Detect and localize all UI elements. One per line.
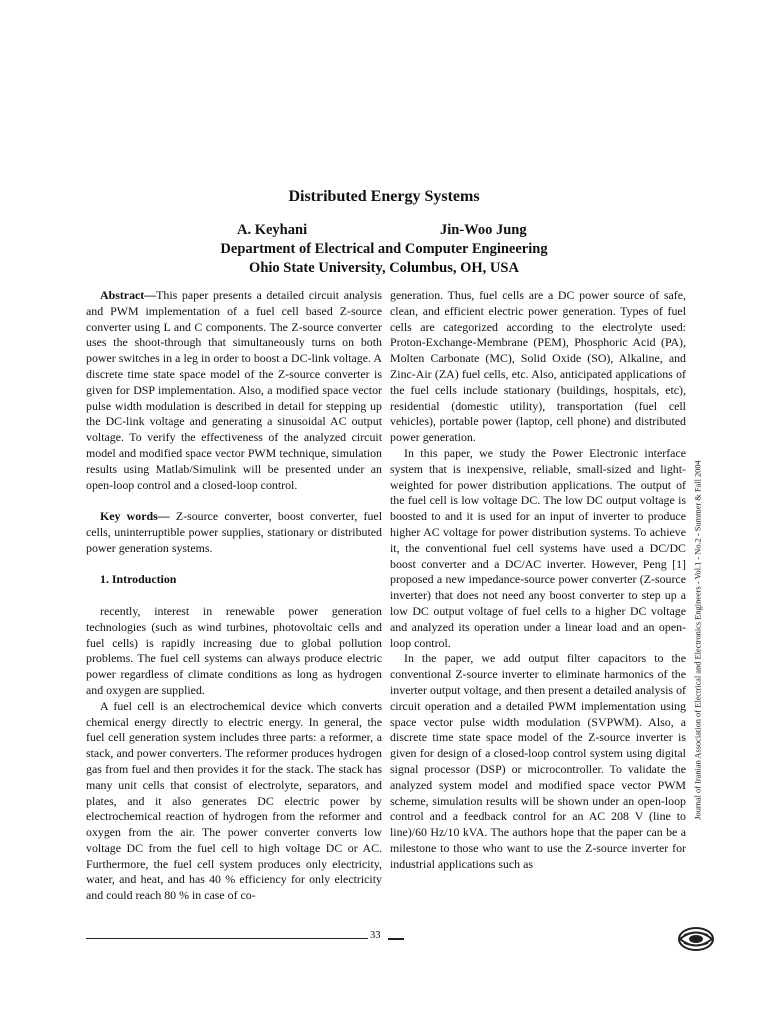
paper-title: Distributed Energy Systems: [288, 188, 480, 205]
body-paragraph: In this paper, we study the Power Electronic interface system that is inexpensive, reliable, small-sized and light-weighted for power distribution applications. The output of the fuel cell is low voltage DC. The low DC output voltage is boosted to and it is used for an input of inverter to produce higher AC voltage for power distribution systems. To achieve it, the conventional fuel cell systems have used a DC/DC boost converter and a DC/AC inverter. However, Peng [1] proposed a new impedance-source power converter (Z-source inverter) that does not need any boost converter to step up a low DC output voltage of fuel cells to a higher DC voltage and analyzed its operation under a linear load and an open-loop control.: [390, 445, 686, 650]
author-name: Jin-Woo Jung: [440, 222, 527, 238]
author-name: A. Keyhani: [237, 222, 308, 238]
journal-logo-icon: [676, 924, 716, 954]
keywords-label: Key words—: [100, 509, 170, 524]
keywords-text: Z-source converter, boost converter, fuel cells, uninterruptible power supplies, stationary or distributed power generation systems.: [86, 509, 382, 555]
section-heading-introduction: 1. Introduction: [100, 572, 177, 587]
body-paragraph: recently, interest in renewable power generation technologies (such as wind turbines, photovoltaic cells and fuel cells) is rapidly increasing due to global pollution problems. The fuel cell systems can always produce electric power regardless of climate conditions as long as hydrogen and oxygen are supplied.: [86, 603, 382, 697]
body-paragraph: generation. Thus, fuel cells are a DC power source of safe, clean, and efficient electric power generation. Types of fuel cells are categorized according to the electrolyte used: Proton-Exchange-Membrane (PEM), Phosphoric Acid (PA), Molten Carbonate (MC), Solid Oxide (SO), Alkaline, and Zinc-Air (ZA) fuel cells, etc. Also, anticipated applications of the fuel cells include stationary (buildings, hospitals, etc), residential (domestic utility), transportation (fuel cell vehicles), portable power (laptop, cell phone) and distributed power generation.: [390, 288, 686, 445]
keywords-paragraph: [86, 509, 382, 556]
footer-rule: [86, 938, 368, 939]
affiliation-department: Department of Electrical and Computer Engineering: [220, 241, 548, 257]
right-column: [390, 288, 686, 872]
abstract-text: This paper presents a detailed circuit analysis and PWM implementation of a fuel cell based Z-source converter using L and C components. The Z-source converter uses the shoot-through that simultaneously turns on both power switches in a leg in order to boost a DC-link voltage. A discrete time state space model of the Z-source converter is given for DSP implementation. Also, a modified space vector pulse width modulation is described in detail for stepping up the DC-link voltage and generating a sinusoidal AC output voltage. To verify the effectiveness of the analyzed circuit model and modified space vector PWM technique, simulation results using Matlab/Simulink will be presented under an open-loop control and a closed-loop control.: [86, 288, 382, 492]
body-paragraph: A fuel cell is an electrochemical device which converts chemical energy directly to electric energy. In general, the fuel cell generation system includes three parts: a reformer, a stack, and power converters. The reformer produces hydrogen gas from fuel and then provides it for the stack. The stack has many unit cells that consist of electrolyte, separators, and plates, and it also generates DC electric power by electrochemical reaction of hydrogen from the reformer and oxygen from the air. The power converter converts low voltage DC from the fuel cell to high voltage DC or AC. Furthermore, the fuel cell system produces only electricity, water, and heat, and has 40 % efficiency for only electricity and could reach 80 % in case of co-: [86, 698, 382, 903]
abstract-paragraph: [86, 288, 382, 493]
page-number: 33: [370, 930, 381, 941]
footer-rule: [388, 938, 404, 940]
affiliation-university: Ohio State University, Columbus, OH, USA: [249, 260, 519, 276]
author-line: [0, 222, 768, 242]
journal-citation: Journal of Iranian Association of Electrical and Electronics Engineers - Vol.1 - No.2 - Summer & Fall 2004: [693, 460, 703, 820]
abstract-label: Abstract—: [100, 288, 157, 302]
journal-sidebar: [688, 430, 708, 850]
left-column: [86, 288, 382, 904]
body-paragraph: In the paper, we add output filter capacitors to the conventional Z-source inverter to eliminate harmonics of the inverter output voltage, and then present a detailed analysis of circuit operation and a detailed PWM implementation using space vector pulse width modulation (SVPWM). Also, a discrete time state space model of the Z-source inverter is given for design of a closed-loop control system using digital signal processor (DSP) or microcontroller. To validate the analyzed system model and modified space vector PWM scheme, simulation results will be shown under an open-loop control and a feedback control for an AC 208 V (line to line)/60 Hz/10 kVA. The authors hope that the paper can be a milestone to those who want to use the Z-source inverter for industrial applications such as: [390, 651, 686, 871]
